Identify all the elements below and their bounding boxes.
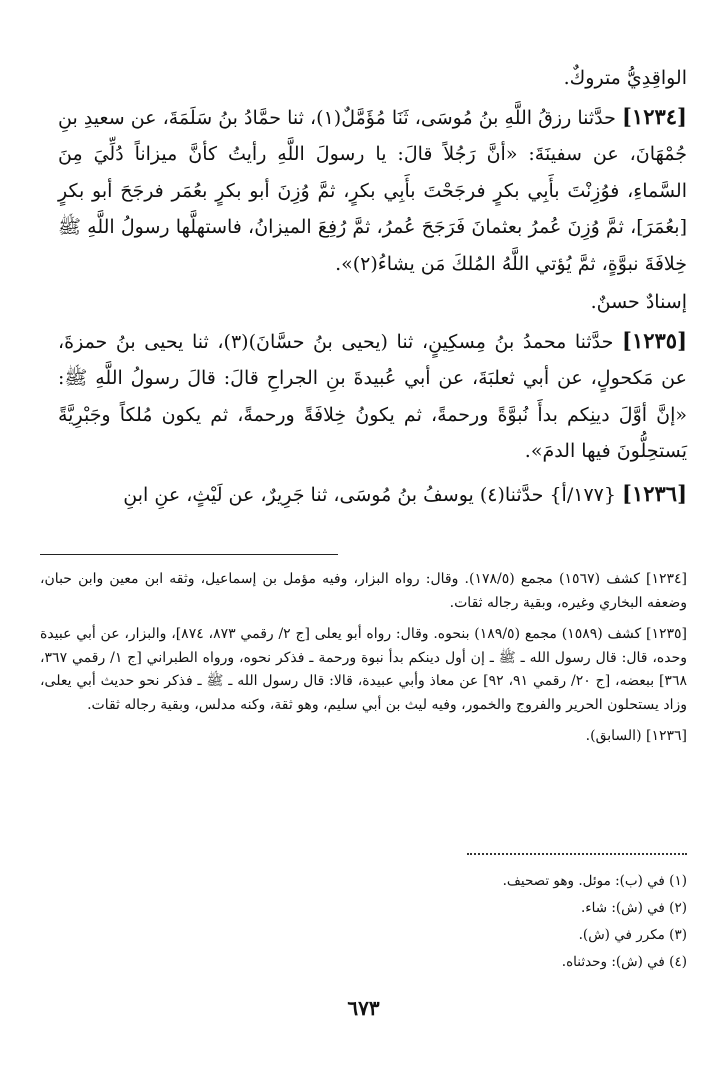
note-1235: [١٢٣٥] كشف (١٥٨٩) مجمع (١٨٩/٥) بنحوه. وقال: رواه أبو يعلى [ج ٢/ رقمي ٨٧٣، ٨٧٤]، والبزار، عن أبي عبيدة وحده، قال: قال رسول الله ـ ﷺ ـ إن أول دينكم بدأ نبوة ورحمة ـ فذكر نحوه، ورواه الطبراني [ج ١/ رقمي ٣٦٧، ٣٦٨] ببعضه، [ج ٢٠/ رقمي ٩١، ٩٢] عن معاذ وأبي عبيدة، قالا: قال رسول الله ـ ﷺ ـ فذكر نحو حديث أبي يعلى، وزاد يستحلون الحرير والفروج والخمور، وفيه ليث بن أبي سليم، وهو ثقة، وكنه مدلس، وبقية رجاله ثقات. — [40, 626, 687, 713]
hadith-number: [١٢٣٦] — [622, 480, 687, 506]
hadith-text: {١٧٧/أ} حدَّثنا(٤) يوسفُ بنُ مُوسَى، ثنا جَرِيرٌ، عن لَيْثٍ، عنِ ابنِ — [123, 483, 616, 506]
hadith-1236 — [58, 476, 687, 514]
hadith-1235 — [58, 323, 687, 470]
hadith-number: [١٢٣٥] — [622, 327, 688, 353]
note-1234: [١٢٣٤] كشف (١٥٦٧) مجمع (١٧٨/٥). وقال: رواه البزار، وفيه مؤمل بن إسماعيل، وثقه ابن معين وابن حبان، وضعفه البخاري وغيره، وبقية رجاله ثقات. — [40, 571, 688, 611]
takhrij-notes — [40, 568, 687, 757]
hadith-text: حدَّثنا محمدُ بنُ مِسكِينٍ، ثنا (يحيى بنُ حسَّانَ)(٣)، ثنا يحيى بنُ حمزةَ، عن مَكحولٍ، عن أبي ثعلبَةَ، عن أبي عُبيدةَ بنِ الجراحِ قالَ: قالَ رسولُ اللَّهِ ﷺ: «إنَّ أوَّلَ دينِكم بدأَ نُبوَّةً ورحمةً، ثم يكونُ خِلافَةً ورحمةً، ثم يكون مُلكاً وجَبْرِيَّةً يَستحِلُّونَ فيها الدمَ». — [58, 330, 687, 462]
notes-divider — [40, 554, 338, 555]
footnote-1: (١) في (ب): موئل. وهو تصحيف. — [502, 873, 687, 889]
footnote-4: (٤) في (ش): وحدثناه. — [561, 954, 687, 970]
hadith-text: حدَّثنا رزقُ اللَّهِ بنُ مُوسَى، ثَنَا مُؤَمَّلٌ(١)، ثنا حمَّادُ بنُ سَلَمَةَ، عن سعيدِ بنِ جُمْهَانَ، عن سفينَةَ: «أنَّ رَجُلاً قالَ: يا رسولَ اللَّهِ رأيتُ كأنَّ ميزاناً دُلِّيَ مِنَ السَّماءِ، فوُزِنْتَ بأَبِي بكرٍ فرجَحْتَ بأَبِي بكرٍ، ثمَّ وُزِنَ أبو بكرٍ بعُمَر فرجَحَ أبو بكرٍ [بعُمَرَ]، ثمَّ وُزِنَ عُمرُ بعثمانَ فَرَجَحَ عُمرُ، ثمَّ رُفِعَ الميزانُ، فاستهلَّها رسولُ اللَّهِ ﷺ خِلافَةَ نبوَّةٍ، ثمَّ يُؤتي اللَّهُ المُلكَ مَن يشاءُ(٢)». — [58, 106, 687, 275]
note-1236: [١٢٣٦] (السابق). — [585, 728, 687, 744]
hadith-number: [١٢٣٤] — [621, 103, 687, 129]
footnote-3: (٣) مكرر في (ش). — [578, 927, 687, 943]
page-number: ٦٧٣ — [347, 996, 380, 1020]
footnote-2: (٢) في (ش): شاء. — [580, 900, 687, 916]
hadith-1234 — [58, 99, 687, 283]
footnote-divider — [467, 853, 687, 855]
footnotes — [300, 868, 687, 976]
main-text — [58, 58, 687, 513]
intro-line: الواقِدِيُّ متروكٌ. — [563, 67, 687, 89]
isnad-grade: إسنادٌ حسنٌ. — [590, 291, 687, 313]
